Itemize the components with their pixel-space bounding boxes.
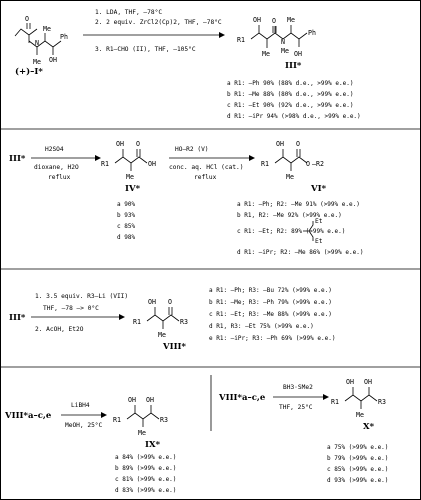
- reaction-arrow-2: [31, 155, 101, 161]
- condition-2b-catalyst: conc. aq. HCl (cat.): [169, 164, 244, 171]
- r3-label: R3: [378, 398, 386, 406]
- product-III: [237, 16, 316, 71]
- hydroxyl-label: OH: [364, 378, 372, 386]
- hydroxyl-label: OH: [146, 396, 154, 404]
- hydroxyl-label: OH: [346, 378, 354, 386]
- n-methyl-label: Me: [281, 47, 289, 55]
- result-row: a 84% (>99% e.e.): [115, 454, 177, 461]
- reaction-arrow-1: [83, 32, 225, 38]
- product-VI: [261, 140, 327, 194]
- starting-material-I: [15, 15, 68, 77]
- compound-label-IV: IV*: [125, 184, 141, 194]
- condition-3-temp: THF, –78 –> 0°C: [43, 305, 99, 312]
- result-row: c 85% (>99% e.e.): [327, 466, 389, 473]
- r2-label: –R2: [312, 160, 324, 168]
- product-X: [331, 378, 386, 432]
- compound-label-VI: VI*: [311, 184, 327, 194]
- nitrogen-label: N: [35, 39, 39, 47]
- methyl-label: Me: [158, 331, 166, 339]
- condition-3-step-1: 1. 3.5 equiv. R3—Li (VII): [35, 293, 129, 300]
- result-row: b 89% (>99% e.e.): [115, 465, 177, 472]
- carbonyl-o-label: O: [272, 17, 276, 25]
- product-VIII: [133, 298, 188, 352]
- condition-4-reagent: LiBH4: [71, 402, 90, 409]
- hydroxyl-label: OH: [276, 140, 284, 148]
- hydroxyl-label: OH: [294, 50, 302, 58]
- result-row: a R1: –Ph; R2: –Me 91% (>99% e.e.): [237, 201, 360, 208]
- methyl-label: Me: [262, 50, 270, 58]
- r1-label: R1: [101, 160, 109, 168]
- carbonyl-o-label: O: [136, 140, 140, 148]
- result-row: b 79% (>99% e.e.): [327, 455, 389, 462]
- r1-label: R1: [331, 398, 339, 406]
- compound-label-I: (+)–I*: [15, 67, 43, 77]
- compound-label-VIII-subset: VIII*a–c,e: [5, 411, 52, 421]
- condition-5-reagent: BH3·SMe2: [283, 384, 313, 391]
- result-row: d 83% (>99% e.e.): [115, 487, 177, 494]
- reaction-arrow-5: [61, 412, 107, 418]
- result-row: d 93% (>99% e.e.): [327, 477, 389, 484]
- result-row: a 90%: [117, 201, 136, 208]
- result-row: c 81% (>99% e.e.): [115, 476, 177, 483]
- condition-2a-solvent: dioxane, H2O: [34, 164, 79, 171]
- compound-label-III: III*: [285, 61, 302, 71]
- result-row: b R1: –Me 88% (80% d.e., >99% e.e.): [227, 91, 354, 98]
- ester-o-label: O: [306, 160, 310, 168]
- result-row: b R1: –Me; R3: –Ph 79% (>99% e.e.): [209, 299, 332, 306]
- compound-label-III: III*: [9, 154, 26, 164]
- r1-label: R1: [261, 160, 269, 168]
- hydroxyl-label: OH: [128, 396, 136, 404]
- methyl-label: Me: [356, 411, 364, 419]
- result-row: d 98%: [117, 234, 136, 241]
- compound-label-VIII-subset: VIII*a–c,e: [219, 393, 266, 403]
- ethyl-label: Et: [315, 238, 323, 245]
- result-row: b 93%: [117, 212, 136, 219]
- condition-2a-reagent: H2SO4: [45, 146, 64, 153]
- compound-label-III: III*: [9, 313, 26, 323]
- compound-label-IX: IX*: [145, 440, 161, 450]
- condition-1-step-3: 3. R1–CHO (II), THF, –105°C: [95, 46, 196, 53]
- result-row: c 85%: [117, 223, 136, 230]
- r3-label: R3: [160, 416, 168, 424]
- reaction-arrow-3: [169, 155, 255, 161]
- compound-label-X: X*: [363, 422, 375, 432]
- result-row: a 75% (>99% e.e.): [327, 444, 389, 451]
- carbonyl-o-label: O: [296, 140, 300, 148]
- hydroxyl-label: OH: [49, 56, 57, 64]
- methyl-label: Me: [286, 173, 294, 181]
- condition-1-step-2: 2. 2 equiv. ZrCl2(Cp)2, THF, –78°C: [95, 19, 222, 26]
- r1-label: R1: [133, 318, 141, 326]
- nitrogen-label: N: [281, 38, 285, 46]
- phenyl-label: Ph: [308, 29, 316, 37]
- carbonyl-o-label: O: [168, 298, 172, 306]
- product-IX: [113, 396, 168, 450]
- hydroxyl-label: OH: [116, 140, 124, 148]
- hydroxyl-label: OH: [253, 16, 261, 24]
- methyl-label: Me: [126, 173, 134, 181]
- result-row: e R1: –iPr; R3: –Ph 69% (>99% e.e.): [209, 335, 336, 342]
- result-row: a R1: –Ph 90% (88% d.e., >99% e.e.): [227, 80, 354, 87]
- acid-hydroxyl-label: OH: [148, 160, 156, 168]
- condition-5-solvent: THF, 25°C: [279, 404, 313, 411]
- methyl-label: Me: [287, 16, 295, 24]
- condition-3-step-2: 2. AcOH, Et2O: [35, 326, 84, 333]
- result-row: c R1: –Et 90% (92% d.e., >99% e.e.): [227, 102, 354, 109]
- condition-2b-temp: reflux: [194, 174, 217, 181]
- condition-2a-temp: reflux: [48, 174, 71, 181]
- condition-1-step-1: 1. LDA, THF, –78°C: [95, 9, 163, 16]
- compound-label-VIII: VIII*: [163, 342, 186, 352]
- reaction-arrow-6: [273, 394, 329, 400]
- r1-label: R1: [113, 416, 121, 424]
- product-IV: [101, 140, 156, 194]
- result-row: d R1, R3: –Et 75% (>99% e.e.): [209, 323, 314, 330]
- carbonyl-o-label: O: [25, 15, 29, 23]
- ethyl-label: Et: [315, 218, 323, 225]
- result-row: a R1: –Ph; R3: –Bu 72% (>99% e.e.): [209, 287, 332, 294]
- condition-2b-reagent: HO—R2 (V): [175, 146, 209, 153]
- condition-4-solvent: MeOH, 25°C: [65, 422, 103, 429]
- result-row: c R1: –Et; R2: 89% (>99% e.e.): [237, 228, 346, 235]
- methyl-label: Me: [138, 429, 146, 437]
- result-row: d R1: –iPr 94% (>98% d.e., >99% e.e.): [227, 113, 361, 120]
- r3-label: R3: [180, 318, 188, 326]
- methyl-label: Me: [43, 25, 51, 33]
- result-row: c R1: –Et; R3: –Me 88% (>99% e.e.): [209, 311, 332, 318]
- hydroxyl-label: OH: [148, 298, 156, 306]
- reaction-scheme: [1, 1, 420, 499]
- result-row: d R1: –iPr; R2: –Me 86% (>99% e.e.): [237, 249, 364, 256]
- phenyl-label: Ph: [60, 33, 68, 41]
- n-methyl-label: Me: [33, 58, 41, 66]
- result-row: b R1, R2: –Me 92% (>99% e.e.): [237, 212, 342, 219]
- reaction-arrow-4: [31, 314, 125, 320]
- r1-label: R1: [237, 36, 245, 44]
